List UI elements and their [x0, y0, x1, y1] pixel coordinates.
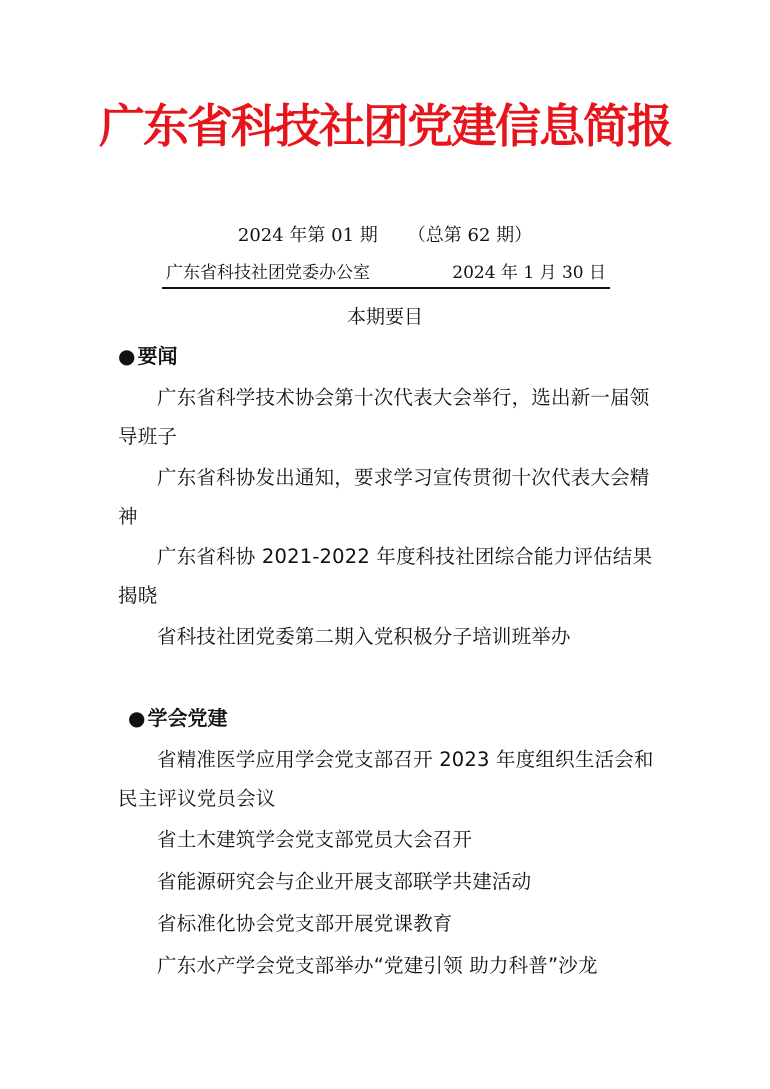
list-item: 省标准化协会党支部开展党课教育 — [157, 912, 453, 935]
list-item: 省能源研究会与企业开展支部联学共建活动 — [157, 870, 532, 893]
list-item: 省土木建筑学会党支部党员大会召开 — [157, 828, 473, 851]
list-item: 广东省科学技术协会第十次代表大会举行，选出新一届领导班子 — [118, 386, 650, 448]
list-item: 省科技社团党委第二期入党积极分子培训班举办 — [157, 625, 571, 648]
list-item: 广东省科协发出通知，要求学习宣传贯彻十次代表大会精神 — [118, 466, 650, 528]
publisher-line — [162, 259, 610, 289]
masthead-title: 广东省科技社团党建信息简报 — [99, 99, 671, 153]
section-heading-society-party-building — [128, 703, 227, 733]
publish-date: 2024 年 1 月 30 日 — [452, 263, 606, 283]
issue-total: （总第 62 期） — [407, 225, 533, 246]
list-item: 广东省科协 2021-2022 年度科技社团综合能力评估结果揭晓 — [118, 545, 653, 607]
section-heading-label: 学会党建 — [147, 706, 228, 730]
section-bullet: ● — [118, 344, 136, 368]
issue-number: 2024 年第 01 期 — [237, 225, 378, 246]
contents-title: 本期要目 — [346, 306, 423, 328]
list-item: 广东水产学会党支部举办“党建引领 助力科普”沙龙 — [157, 954, 598, 977]
section-heading-label: 要闻 — [137, 344, 178, 368]
section-heading-news — [118, 341, 177, 371]
section-bullet: ● — [128, 706, 146, 730]
list-item: 省精准医学应用学会党支部召开 2023 年度组织生活会和民主评议党员会议 — [118, 748, 654, 810]
issue-line — [0, 222, 770, 250]
publisher-office: 广东省科技社团党委办公室 — [166, 263, 370, 283]
